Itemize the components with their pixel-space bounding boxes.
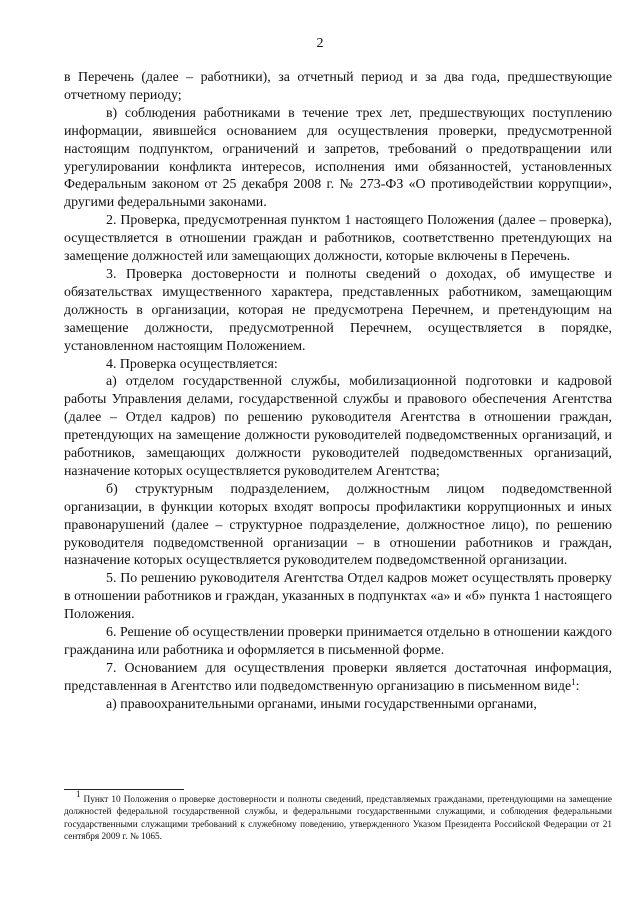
- footnote-text: Пункт 10 Положения о проверке достоверности и полноты сведений, представляемых гражданами, претендующими на замещение должностей федеральной государственной службы, и федеральными государственными служащими, и соблюдения федеральными государственными служащими требований к служебному поведению, утвержденного Указом Президента Российской Федерации от 21 сентября 2009 г. № 1065.: [64, 795, 612, 842]
- footnote-reference[interactable]: 1: [571, 676, 576, 687]
- footnote-marker: 1: [76, 789, 81, 799]
- paragraph: 5. По решению руководителя Агентства Отдел кадров может осуществлять проверку в отношении работников и граждан, указанных в подпунктах «а» и «б» пункта 1 настоящего Положения.: [64, 571, 612, 623]
- paragraph: в) соблюдения работниками в течение трех лет, предшествующих поступлению информации, явившейся основанием для осуществления проверки, предусмотренной настоящим подпунктом, ограничений и запретов, требований о предотвращении или урегулировании конфликта интересов, исполнения ими обязанностей, установленных Федеральным законом от 25 декабря 2008 г. № 273-ФЗ «О противодействии коррупции», другими федеральными законами.: [64, 105, 612, 211]
- footnote-separator: [64, 789, 184, 790]
- paragraph: а) правоохранительными органами, иными государственными органами,: [106, 696, 537, 712]
- paragraph: в Перечень (далее – работники), за отчетный период и за два года, предшествующие отчетному периоду;: [64, 70, 612, 103]
- document-body: [64, 69, 612, 714]
- paragraph: а) отделом государственной службы, мобилизационной подготовки и кадровой работы Управления делами, государственной службы и правового обеспечения Агентства (далее – Отдел кадров) по решению руководителя Агентства в отношении граждан, претендующих на замещение должности руководителей подведомственных организаций, и работников, замещающих должности руководителей подведомственных организаций, назначение которых осуществляется руководителем Агентства;: [64, 374, 612, 479]
- paragraph: 2. Проверка, предусмотренная пунктом 1 настоящего Положения (далее – проверка), осуществляется в отношении граждан и работников, соответственно претендующих на замещение должностей или замещающих должности, которые включены в Перечень.: [64, 213, 612, 265]
- footnote: [64, 789, 612, 843]
- paragraph-with-footnote: [64, 660, 612, 696]
- paragraph: 6. Решение об осуществлении проверки принимается отдельно в отношении каждого гражданина или работника и оформляется в письменной форме.: [64, 625, 612, 658]
- paragraph-punctuation: :: [575, 678, 580, 694]
- paragraph: 4. Проверка осуществляется:: [106, 356, 278, 372]
- paragraph: 3. Проверка достоверности и полноты сведений о доходах, об имуществе и обязательствах имущественного характера, представленных работником, замещающим должность в организации, которая не предусмотрена Перечнем, и претендующим на замещение должности, предусмотренной Перечнем, осуществляется в порядке, установленном настоящим Положением.: [64, 266, 612, 354]
- paragraph-text: 7. Основанием для осуществления проверки является достаточная информация, представленная в Агентство или подведомственную организацию в письменном виде: [64, 660, 612, 694]
- paragraph: б) структурным подразделением, должностным лицом подведомственной организации, в функции которых входят вопросы профилактики коррупционных и иных правонарушений (далее – структурное подразделение, должностное лицо), по решению руководителя подведомственной организации – в отношении работников и граждан, назначение которых осуществляется руководителем подведомственной организации.: [64, 481, 612, 569]
- page-number: 2: [316, 36, 324, 51]
